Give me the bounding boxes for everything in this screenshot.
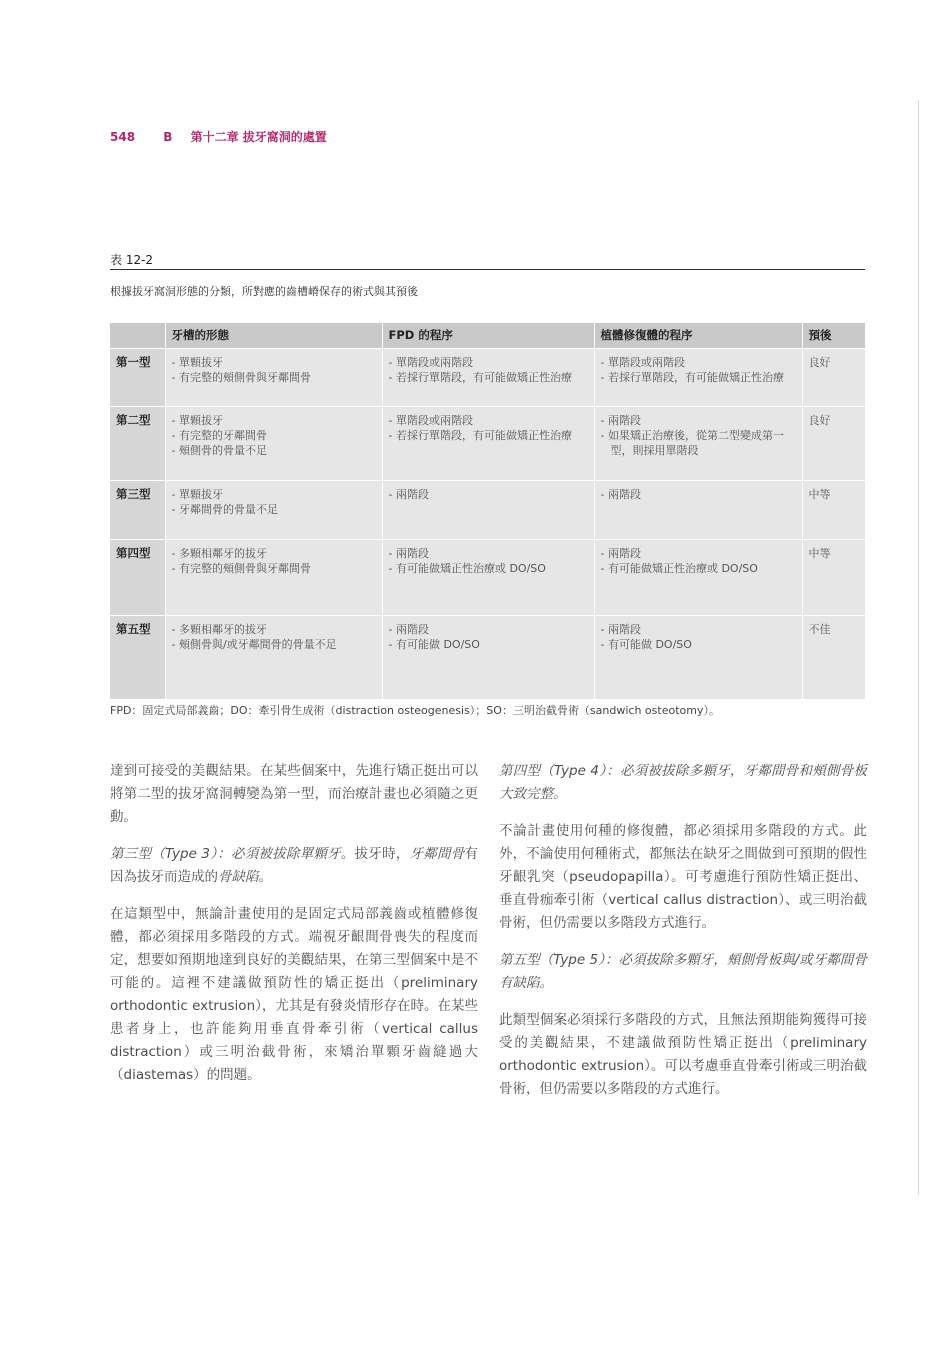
header-cell-prognosis: 預後	[802, 323, 865, 349]
morphology-cell	[165, 616, 382, 699]
paragraph: 不論計畫使用何種的修復體，都必須採用多階段的方式。此外，不論使用何種術式，都無法在缺牙之間做到可預期的假性牙齦乳突（pseudopapilla）。可考慮進行預防性矯正挺出、垂直骨痂牽引術（vertical callus distraction）、或三明治截骨術，但仍需要以多階段方式進行。	[499, 823, 867, 931]
type-cell: 第三型	[110, 481, 165, 540]
type-cell: 第二型	[110, 407, 165, 481]
fpd-cell	[382, 407, 594, 481]
list-item: - 單階段或兩階段	[388, 414, 473, 427]
list-item: - 單顆拔牙	[171, 488, 223, 501]
list-item: - 牙鄰間骨的骨量不足	[171, 503, 278, 516]
table-rule	[110, 269, 865, 270]
table-label: 表 12-2	[110, 253, 154, 267]
list-item: - 頰側骨與/或牙鄰間骨的骨量不足	[171, 638, 337, 651]
implant-cell	[594, 407, 802, 481]
list-item: - 多顆相鄰牙的拔牙	[171, 623, 267, 636]
list-item: - 若採行單階段，有可能做矯正性治療	[600, 371, 784, 384]
list-item: - 兩階段	[388, 547, 429, 560]
fpd-cell	[382, 540, 594, 616]
paragraph: 此類型個案必須採行多階段的方式，且無法預期能夠獲得可接受的美觀結果，不建議做預防性矯正挺出（preliminary orthodontic extrusion）。可以考慮垂直骨牽引術或三明治截骨術，但仍需要以多階段的方式進行。	[499, 1012, 867, 1097]
type-cell: 第一型	[110, 349, 165, 407]
type5-heading: 第五型（Type 5）：必須拔除多顆牙，頰側骨板與/或牙鄰間骨有缺陷。	[499, 952, 867, 991]
list-item: - 單階段或兩階段	[600, 356, 685, 369]
prognosis-cell: 中等	[802, 481, 865, 540]
fpd-cell	[382, 349, 594, 407]
prognosis-cell: 良好	[802, 349, 865, 407]
prognosis-cell: 良好	[802, 407, 865, 481]
page-edge-rule	[918, 100, 919, 1195]
table-row	[110, 349, 865, 407]
italic-text: 牙鄰間骨	[409, 846, 465, 862]
list-item: - 有可能做矯正性治療或 DO/SO	[600, 562, 758, 575]
list-item: - 頰側骨的骨量不足	[171, 444, 267, 457]
section-letter: B	[163, 130, 173, 144]
left-column	[110, 760, 478, 1101]
morphology-cell	[165, 349, 382, 407]
plain-text: 。	[258, 869, 272, 885]
running-head	[110, 128, 351, 145]
table-row	[110, 481, 865, 540]
list-item: - 多顆相鄰牙的拔牙	[171, 547, 267, 560]
header-cell-fpd: FPD 的程序	[382, 323, 594, 349]
list-item: - 有完整的頰側骨與牙鄰間骨	[171, 562, 311, 575]
page-number: 548	[110, 130, 136, 144]
paragraph: 在這類型中，無論計畫使用的是固定式局部義齒或植體修復體，都必須採用多階段的方式。端視牙齦間骨喪失的程度而定，想要如預期地達到良好的美觀結果，在第三型個案中是不可能的。這裡不建議做預防性的矯正挺出（preliminary orthodontic extrusion），尤其是有發炎情形存在時。在某些患者身上，也許能夠用垂直骨牽引術（vertical callus distraction）或三明治截骨術，來矯治單顆牙齒縫過大（diastemas）的問題。	[110, 906, 478, 1083]
table-row	[110, 407, 865, 481]
table-caption: 根據拔牙窩洞形態的分類，所對應的齒槽嵴保存的術式與其預後	[110, 285, 418, 298]
list-item: - 有完整的頰側骨與牙鄰間骨	[171, 371, 311, 384]
table-footnote: FPD：固定式局部義齒；DO：牽引骨生成術（distraction osteogenesis）；SO：三明治截骨術（sandwich osteotomy）。	[110, 704, 720, 717]
fpd-cell	[382, 616, 594, 699]
list-item: - 單顆拔牙	[171, 414, 223, 427]
header-cell-implant: 植體修復體的程序	[594, 323, 802, 349]
plain-text: 有因為拔牙而造成的	[110, 846, 478, 885]
right-column	[499, 760, 867, 1115]
list-item: - 兩階段	[600, 623, 641, 636]
list-item: - 有可能做矯正性治療或 DO/SO	[388, 562, 546, 575]
implant-cell	[594, 540, 802, 616]
prognosis-cell: 中等	[802, 540, 865, 616]
type4-heading: 第四型（Type 4）：必須被拔除多顆牙，牙鄰間骨和頰側骨板大致完整。	[499, 763, 867, 802]
plain-text: 。拔牙時，	[340, 846, 410, 862]
list-item: - 兩階段	[388, 623, 429, 636]
morphology-cell	[165, 540, 382, 616]
list-item: - 若採行單階段，有可能做矯正性治療	[388, 371, 572, 384]
italic-text: 第三型（Type 3）：必須被拔除單顆牙	[110, 846, 341, 862]
implant-cell	[594, 481, 802, 540]
morphology-cell	[165, 407, 382, 481]
list-item: - 兩階段	[600, 547, 641, 560]
list-item: - 有可能做 DO/SO	[600, 638, 692, 651]
list-item: - 兩階段	[388, 488, 429, 501]
type-cell: 第四型	[110, 540, 165, 616]
list-item: - 兩階段	[600, 488, 641, 501]
classification-table	[110, 323, 865, 699]
implant-cell	[594, 349, 802, 407]
list-item: - 有可能做 DO/SO	[388, 638, 480, 651]
header-cell-type	[110, 323, 165, 349]
table-row	[110, 616, 865, 699]
italic-text: 骨缺陷	[218, 869, 259, 885]
table-row	[110, 540, 865, 616]
list-item: - 單階段或兩階段	[388, 356, 473, 369]
chapter-title: 第十二章 拔牙窩洞的處置	[190, 130, 327, 144]
fpd-cell	[382, 481, 594, 540]
table-header-row	[110, 323, 865, 349]
header-cell-morphology: 牙槽的形態	[165, 323, 382, 349]
type3-heading	[110, 843, 478, 889]
list-item: - 兩階段	[600, 414, 641, 427]
morphology-cell	[165, 481, 382, 540]
prognosis-cell: 不佳	[802, 616, 865, 699]
paragraph: 達到可接受的美觀結果。在某些個案中，先進行矯正挺出可以將第二型的拔牙窩洞轉變為第一型，而治療計畫也必須隨之更動。	[110, 763, 478, 825]
implant-cell	[594, 616, 802, 699]
list-item: - 如果矯正治療後，從第二型變成第一型，則採用單階段	[600, 429, 784, 457]
list-item: - 單顆拔牙	[171, 356, 223, 369]
list-item: - 有完整的牙鄰間骨	[171, 429, 267, 442]
type-cell: 第五型	[110, 616, 165, 699]
list-item: - 若採行單階段，有可能做矯正性治療	[388, 429, 572, 442]
